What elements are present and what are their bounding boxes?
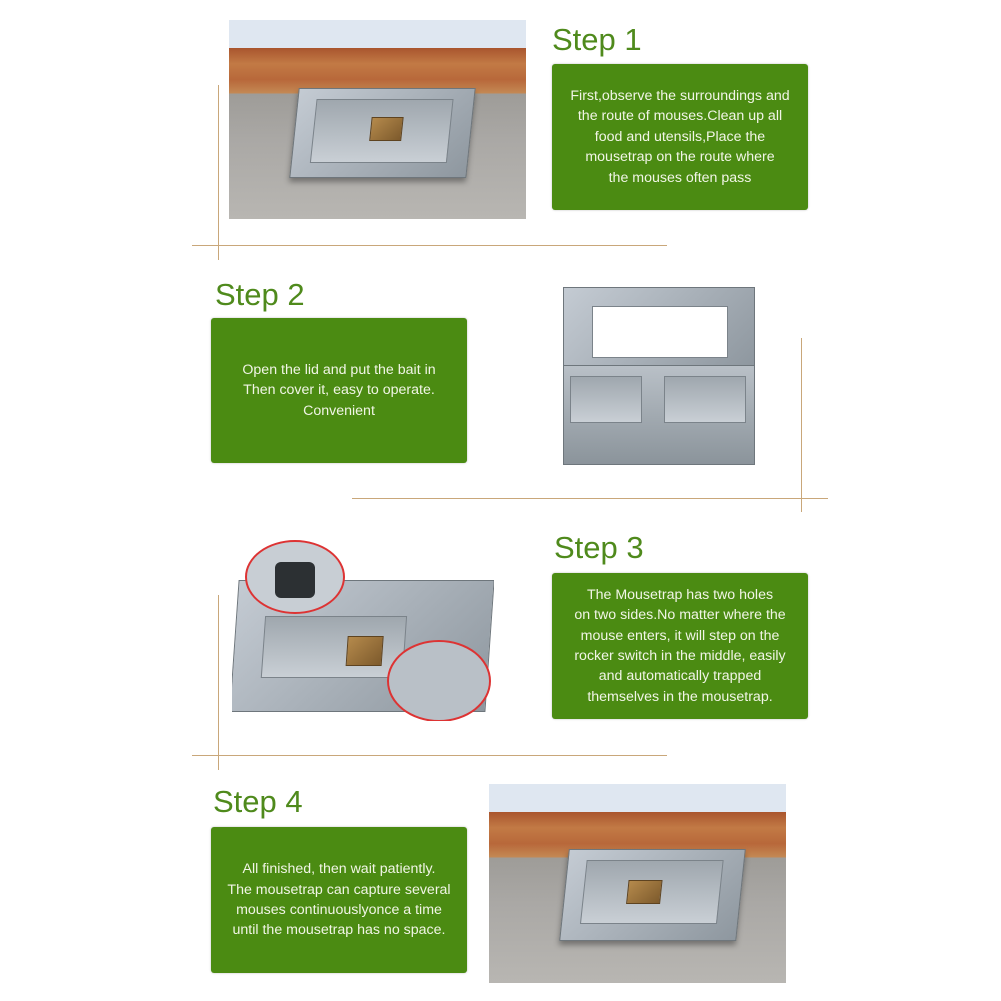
detail-inset	[245, 540, 345, 614]
text-line: First,observe the surroundings and	[570, 87, 790, 104]
step-4-description	[211, 827, 467, 973]
step-4-title: Step 4	[213, 784, 303, 819]
text-line: All finished, then wait patiently.	[242, 861, 436, 878]
open-lid-image	[563, 287, 755, 367]
text-line: mouse enters, it will step on the	[580, 627, 780, 644]
text-line: the route of mouses.Clean up all	[577, 108, 783, 125]
text-line: the mouses often pass	[608, 169, 752, 186]
divider-line	[218, 595, 219, 770]
divider-line	[218, 85, 219, 260]
divider-line	[801, 338, 802, 512]
text-line: on two sides.No matter where the	[574, 607, 786, 624]
text-line: Convenient	[303, 402, 375, 419]
mousetrap-image	[289, 88, 475, 178]
step-2-description	[211, 318, 467, 463]
step-1-description	[552, 64, 808, 210]
text-line: themselves in the mousetrap.	[587, 688, 773, 705]
text-line: food and utensils,Place the	[594, 128, 766, 145]
divider-line	[352, 498, 828, 499]
text-line: Open the lid and put the bait in	[242, 361, 436, 378]
step-3-description	[552, 573, 808, 719]
step-1-photo	[229, 20, 526, 219]
mousetrap-image	[559, 849, 746, 941]
text-line: The Mousetrap has two holes	[586, 586, 774, 603]
text-line: until the mousetrap has no space.	[232, 922, 446, 939]
divider-line	[192, 755, 667, 756]
text-line: rocker switch in the middle, easily	[574, 648, 786, 664]
text-line: and automatically trapped	[598, 668, 762, 685]
step-2-title: Step 2	[215, 277, 305, 312]
text-line: Then cover it, easy to operate.	[243, 382, 435, 399]
step-4-photo	[489, 784, 786, 983]
step-3-photo	[232, 535, 494, 721]
detail-inset	[387, 640, 491, 721]
divider-line	[192, 245, 667, 246]
step-3-title: Step 3	[554, 530, 644, 565]
step-1-title: Step 1	[552, 22, 642, 57]
text-line: mousetrap on the route where	[585, 149, 775, 166]
text-line: mouses continuouslyonce a time	[236, 902, 442, 918]
text-line: The mousetrap can capture several	[227, 881, 451, 898]
step-2-photo	[560, 287, 758, 465]
